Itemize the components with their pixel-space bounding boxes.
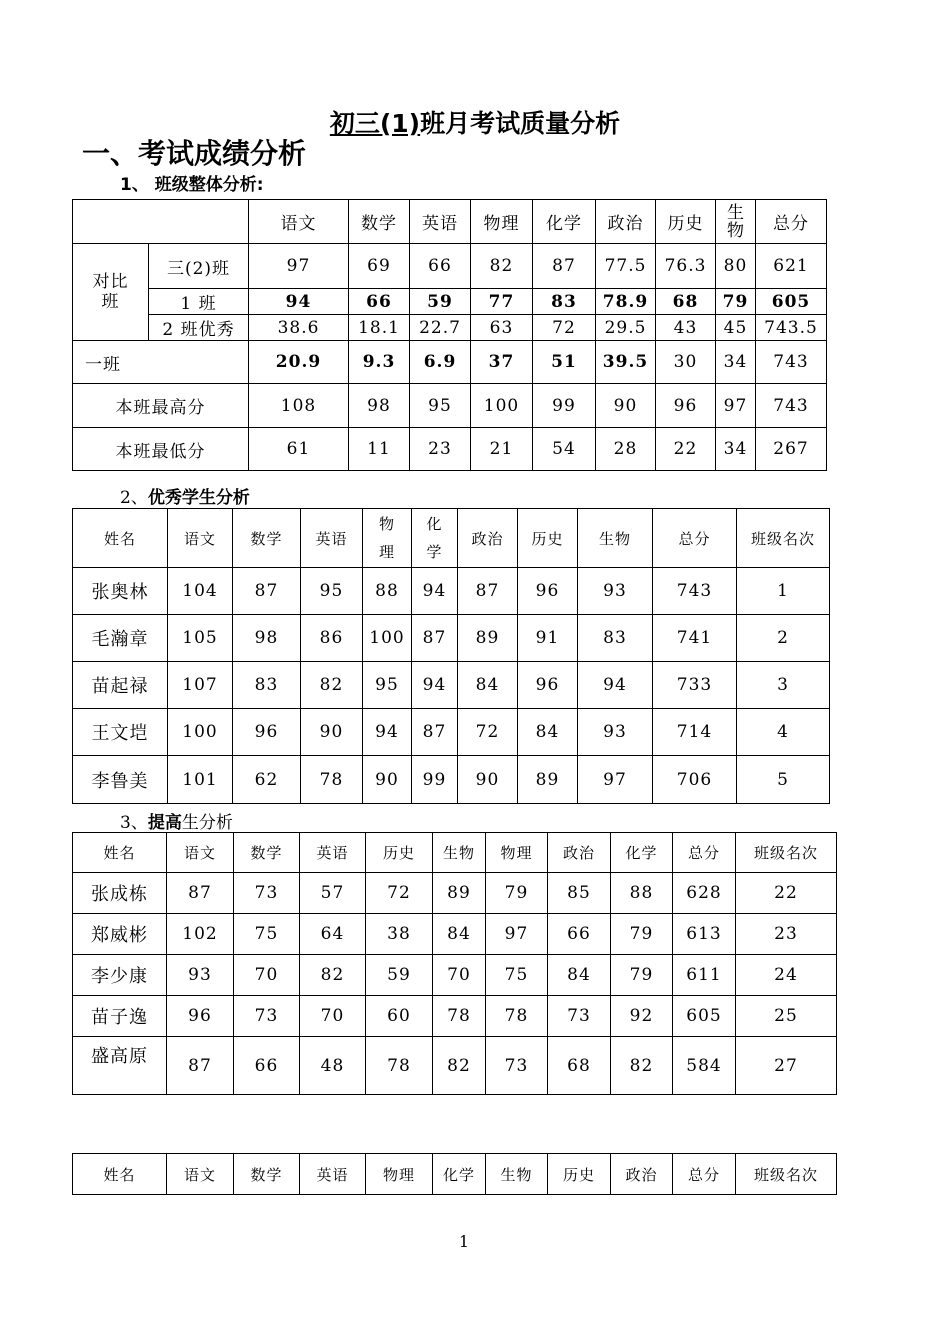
table-cell: 59: [410, 289, 471, 315]
table-cell: 82: [433, 1037, 486, 1095]
table-cell: 89: [433, 873, 486, 914]
row-label: 2 班优秀: [149, 315, 249, 341]
header-cell: 生物: [716, 200, 756, 244]
student-name: 盛高原: [73, 1037, 167, 1095]
table-cell: 87: [458, 568, 518, 615]
table-cell: 83: [533, 289, 596, 315]
table-cell: 历史: [366, 833, 433, 873]
subheading-class-overall: 1、 班级整体分析:: [120, 175, 264, 195]
table-cell: 54: [533, 428, 596, 471]
table-row: [73, 873, 837, 914]
table-cell: 87: [412, 615, 458, 662]
corner-cell: [73, 200, 249, 244]
row-label: 一班: [73, 341, 249, 384]
improvement-students-table: [72, 832, 837, 1095]
table-row: [73, 709, 830, 756]
table-cell: 总分: [673, 1154, 736, 1195]
table-cell: 77: [471, 289, 533, 315]
table-cell: 73: [548, 996, 611, 1037]
table-cell: 94: [412, 568, 458, 615]
table-cell: 61: [249, 428, 349, 471]
table-cell: 86: [301, 615, 363, 662]
table-cell: 84: [433, 914, 486, 955]
table-cell: 72: [366, 873, 433, 914]
table-cell: 22: [736, 873, 837, 914]
table-cell: 108: [249, 384, 349, 428]
table-cell: 75: [486, 955, 548, 996]
table-cell: 18.1: [349, 315, 410, 341]
table-cell: 83: [233, 662, 301, 709]
table-cell: 743: [756, 384, 827, 428]
table-cell: 92: [611, 996, 673, 1037]
table-cell: 93: [578, 568, 653, 615]
table-cell: 75: [234, 914, 300, 955]
table-cell: 79: [611, 914, 673, 955]
table-cell: 73: [234, 996, 300, 1037]
header-row: [73, 833, 837, 873]
table-cell: 584: [673, 1037, 736, 1095]
table-cell: 34: [716, 428, 756, 471]
group-label: 对比班: [73, 244, 149, 341]
row-label: 本班最低分: [73, 428, 249, 471]
table-cell: 90: [301, 709, 363, 756]
table-row: [73, 615, 830, 662]
table-cell: 100: [168, 709, 233, 756]
table-cell: 94: [363, 709, 412, 756]
table-cell: 化学: [433, 1154, 486, 1195]
table-cell: 38: [366, 914, 433, 955]
table-row: [73, 244, 827, 289]
student-name: 毛瀚章: [73, 615, 168, 662]
table-cell: 97: [716, 384, 756, 428]
table-cell: 23: [736, 914, 837, 955]
table-cell: 姓名: [73, 833, 167, 873]
table-cell: 97: [249, 244, 349, 289]
table-cell: 37: [471, 341, 533, 384]
table-cell: 69: [349, 244, 410, 289]
table-cell: 79: [611, 955, 673, 996]
table-cell: 267: [756, 428, 827, 471]
table-cell: 语文: [167, 833, 234, 873]
table-cell: 20.9: [249, 341, 349, 384]
row-label: 本班最高分: [73, 384, 249, 428]
table-cell: 89: [518, 756, 578, 804]
fourth-students-table: [72, 1153, 837, 1195]
table-cell: 88: [363, 568, 412, 615]
table-cell: 70: [433, 955, 486, 996]
table-cell: 39.5: [596, 341, 656, 384]
table-cell: 83: [578, 615, 653, 662]
table-row: [73, 289, 827, 315]
table-row: [73, 341, 827, 384]
table-cell: 70: [300, 996, 366, 1037]
table-cell: 57: [300, 873, 366, 914]
table-cell: 84: [458, 662, 518, 709]
table-cell: 82: [471, 244, 533, 289]
table-cell: 45: [716, 315, 756, 341]
table-cell: 80: [716, 244, 756, 289]
table-cell: 27: [736, 1037, 837, 1095]
table-cell: 63: [471, 315, 533, 341]
table-cell: 95: [301, 568, 363, 615]
table-cell: 数学: [233, 509, 301, 568]
header-row: [73, 200, 827, 244]
table-cell: 91: [518, 615, 578, 662]
header-cell: 历史: [656, 200, 716, 244]
table-cell: 72: [533, 315, 596, 341]
table-cell: 总分: [653, 509, 737, 568]
table-cell: 95: [363, 662, 412, 709]
student-name: 苗子逸: [73, 996, 167, 1037]
table-cell: 89: [458, 615, 518, 662]
header-cell: 物理: [471, 200, 533, 244]
header-row: [73, 509, 830, 568]
student-name: 王文垲: [73, 709, 168, 756]
table-cell: 98: [233, 615, 301, 662]
table-row: [73, 996, 837, 1037]
table-cell: 物理: [363, 509, 412, 568]
section-heading-exam-analysis: 一、考试成绩分析: [82, 137, 307, 170]
table-cell: 741: [653, 615, 737, 662]
table-cell: 77.5: [596, 244, 656, 289]
student-name: 郑威彬: [73, 914, 167, 955]
table-cell: 100: [471, 384, 533, 428]
table-cell: 73: [234, 873, 300, 914]
table-cell: 613: [673, 914, 736, 955]
table-cell: 87: [167, 873, 234, 914]
table-row: [73, 756, 830, 804]
header-cell: 总分: [756, 200, 827, 244]
table-cell: 611: [673, 955, 736, 996]
table-cell: 姓名: [73, 509, 168, 568]
row-label: 1 班: [149, 289, 249, 315]
table-cell: 生物: [578, 509, 653, 568]
table-cell: 706: [653, 756, 737, 804]
table-cell: 48: [300, 1037, 366, 1095]
table-row: [73, 428, 827, 471]
table-cell: 78: [433, 996, 486, 1037]
table-cell: 714: [653, 709, 737, 756]
table-cell: 数学: [234, 1154, 300, 1195]
table-cell: 96: [233, 709, 301, 756]
table-cell: 99: [412, 756, 458, 804]
table-cell: 6.9: [410, 341, 471, 384]
table-cell: 94: [249, 289, 349, 315]
table-cell: 621: [756, 244, 827, 289]
table-cell: 101: [168, 756, 233, 804]
table-row: [73, 568, 830, 615]
table-row: [73, 662, 830, 709]
table-cell: 743.5: [756, 315, 827, 341]
table-cell: 9.3: [349, 341, 410, 384]
table-cell: 90: [596, 384, 656, 428]
header-cell: 英语: [410, 200, 471, 244]
table-cell: 3: [737, 662, 830, 709]
table-cell: 数学: [234, 833, 300, 873]
table-cell: 95: [410, 384, 471, 428]
table-cell: 99: [533, 384, 596, 428]
table-cell: 98: [349, 384, 410, 428]
header-cell: 数学: [349, 200, 410, 244]
table-cell: 94: [578, 662, 653, 709]
table-cell: 化学: [412, 509, 458, 568]
student-name: 张奥林: [73, 568, 168, 615]
header-cell: 语文: [249, 200, 349, 244]
table-cell: 66: [234, 1037, 300, 1095]
page-title: 初三(1)班月考试质量分析: [329, 109, 621, 138]
class-overall-table: [72, 199, 827, 471]
table-cell: 105: [168, 615, 233, 662]
table-cell: 生物: [486, 1154, 548, 1195]
table-cell: 38.6: [249, 315, 349, 341]
table-cell: 英语: [301, 509, 363, 568]
table-cell: 姓名: [73, 1154, 167, 1195]
table-cell: 72: [458, 709, 518, 756]
table-cell: 物理: [486, 833, 548, 873]
table-cell: 62: [233, 756, 301, 804]
table-cell: 97: [578, 756, 653, 804]
table-cell: 60: [366, 996, 433, 1037]
table-cell: 22.7: [410, 315, 471, 341]
table-cell: 87: [233, 568, 301, 615]
table-cell: 43: [656, 315, 716, 341]
table-cell: 93: [578, 709, 653, 756]
table-cell: 语文: [168, 509, 233, 568]
table-cell: 英语: [300, 1154, 366, 1195]
student-name: 张成栋: [73, 873, 167, 914]
subheading-excellent-students: 2、优秀学生分析: [120, 488, 250, 508]
table-cell: 82: [301, 662, 363, 709]
table-cell: 733: [653, 662, 737, 709]
row-label: 三(2)班: [149, 244, 249, 289]
student-name: 李少康: [73, 955, 167, 996]
table-cell: 5: [737, 756, 830, 804]
student-name: 苗起禄: [73, 662, 168, 709]
table-cell: 102: [167, 914, 234, 955]
table-cell: 96: [167, 996, 234, 1037]
table-cell: 政治: [458, 509, 518, 568]
table-cell: 93: [167, 955, 234, 996]
table-cell: 班级名次: [736, 833, 837, 873]
table-cell: 87: [533, 244, 596, 289]
header-row: [73, 1154, 837, 1195]
table-cell: 605: [756, 289, 827, 315]
table-row: [73, 1037, 837, 1095]
table-cell: 85: [548, 873, 611, 914]
table-cell: 34: [716, 341, 756, 384]
table-cell: 82: [611, 1037, 673, 1095]
table-cell: 743: [653, 568, 737, 615]
table-cell: 29.5: [596, 315, 656, 341]
table-cell: 84: [518, 709, 578, 756]
table-cell: 87: [412, 709, 458, 756]
table-cell: 11: [349, 428, 410, 471]
table-cell: 66: [349, 289, 410, 315]
page-number: 1: [458, 1232, 470, 1251]
table-cell: 66: [548, 914, 611, 955]
header-cell: 化学: [533, 200, 596, 244]
table-cell: 1: [737, 568, 830, 615]
table-cell: 90: [363, 756, 412, 804]
table-cell: 英语: [300, 833, 366, 873]
table-cell: 30: [656, 341, 716, 384]
table-cell: 82: [300, 955, 366, 996]
table-cell: 68: [656, 289, 716, 315]
student-name: 李鲁美: [73, 756, 168, 804]
table-cell: 628: [673, 873, 736, 914]
table-cell: 4: [737, 709, 830, 756]
table-cell: 79: [716, 289, 756, 315]
table-cell: 107: [168, 662, 233, 709]
table-cell: 100: [363, 615, 412, 662]
header-cell: 政治: [596, 200, 656, 244]
table-cell: 59: [366, 955, 433, 996]
table-row: [73, 955, 837, 996]
table-cell: 物理: [366, 1154, 433, 1195]
table-row: [73, 315, 827, 341]
table-cell: 743: [756, 341, 827, 384]
table-cell: 语文: [167, 1154, 234, 1195]
table-cell: 24: [736, 955, 837, 996]
table-cell: 73: [486, 1037, 548, 1095]
table-cell: 生物: [433, 833, 486, 873]
table-cell: 78: [486, 996, 548, 1037]
table-cell: 76.3: [656, 244, 716, 289]
table-cell: 政治: [611, 1154, 673, 1195]
table-cell: 104: [168, 568, 233, 615]
table-cell: 66: [410, 244, 471, 289]
table-cell: 25: [736, 996, 837, 1037]
table-cell: 96: [518, 568, 578, 615]
table-cell: 化学: [611, 833, 673, 873]
table-cell: 23: [410, 428, 471, 471]
subheading-improvement-students: 3、提高生分析: [120, 813, 233, 833]
table-cell: 政治: [548, 833, 611, 873]
table-cell: 78.9: [596, 289, 656, 315]
table-cell: 班级名次: [736, 1154, 837, 1195]
table-cell: 总分: [673, 833, 736, 873]
table-cell: 97: [486, 914, 548, 955]
table-cell: 605: [673, 996, 736, 1037]
table-cell: 96: [656, 384, 716, 428]
table-cell: 78: [366, 1037, 433, 1095]
table-cell: 70: [234, 955, 300, 996]
table-cell: 28: [596, 428, 656, 471]
table-cell: 94: [412, 662, 458, 709]
table-cell: 90: [458, 756, 518, 804]
table-cell: 2: [737, 615, 830, 662]
table-cell: 21: [471, 428, 533, 471]
table-cell: 班级名次: [737, 509, 830, 568]
table-cell: 88: [611, 873, 673, 914]
table-cell: 历史: [548, 1154, 611, 1195]
table-cell: 79: [486, 873, 548, 914]
table-cell: 历史: [518, 509, 578, 568]
table-cell: 51: [533, 341, 596, 384]
table-cell: 22: [656, 428, 716, 471]
table-cell: 87: [167, 1037, 234, 1095]
table-cell: 64: [300, 914, 366, 955]
table-row: [73, 914, 837, 955]
table-cell: 68: [548, 1037, 611, 1095]
excellent-students-table: [72, 508, 830, 804]
table-cell: 78: [301, 756, 363, 804]
table-row: [73, 384, 827, 428]
table-cell: 84: [548, 955, 611, 996]
table-cell: 96: [518, 662, 578, 709]
